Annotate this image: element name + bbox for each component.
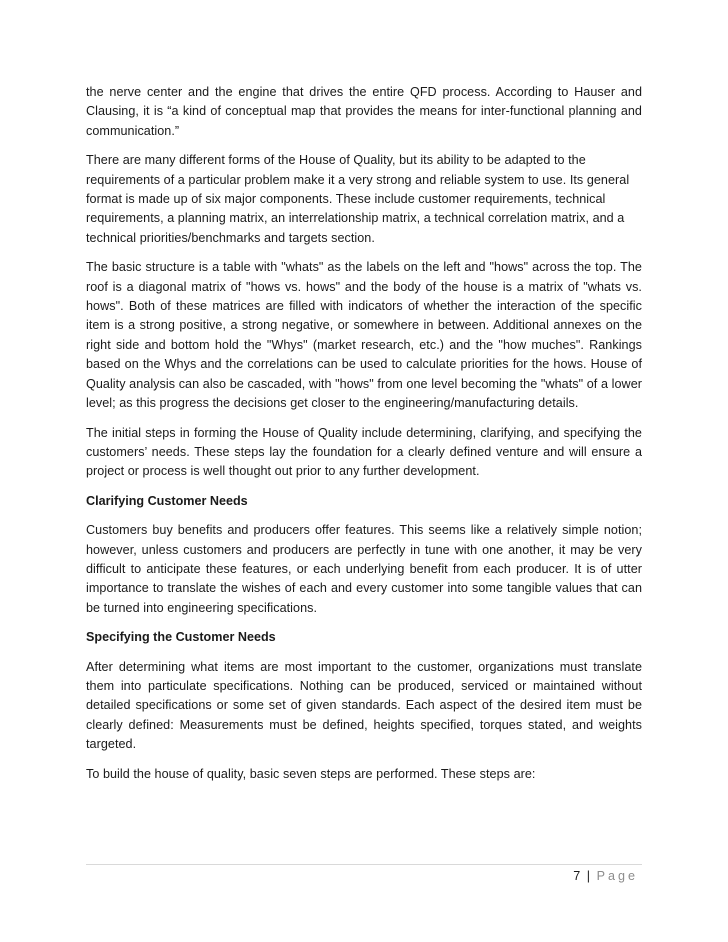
page-label: Page bbox=[596, 869, 638, 883]
page-number: 7 bbox=[573, 869, 581, 883]
paragraph-basic-structure: The basic structure is a table with "whats" as the labels on the left and "hows" across the top. The roof is a diagonal matrix of "hows vs. hows" and the body of the house is a matrix of "whats vs. hows". Both of these matrices are filled with indicators of whether the interaction of the specific item is a strong positive, a strong negative, or somewhere in between. Additional annexes on the right side and bottom hold the "Whys" (market research, etc.) and the "how muches". Rankings based on the Whys and the correlations can be used to calculate priorities for the hows. House of Quality analysis can also be cascaded, with "hows" from one level becoming the "whats" of a lower level; as this progress the decisions get closer to the engineering/manufacturing details. bbox=[86, 260, 642, 411]
paragraph-clarifying-customer-needs: Customers buy benefits and producers offer features. This seems like a relatively simple notion; however, unless customers and producers are perfectly in tune with one another, it may be very difficult to anticipate these features, or each underlying benefit from each producer. It is of utter importance to translate the wishes of each and every customer into some tangible values that can be turned into engineering specifications. bbox=[86, 523, 642, 615]
heading-specifying-customer-needs: Specifying the Customer Needs bbox=[86, 630, 276, 645]
footer-separator: | bbox=[586, 869, 591, 883]
paragraph-seven-steps: To build the house of quality, basic seven steps are performed. These steps are: bbox=[86, 766, 536, 781]
page-footer bbox=[573, 868, 638, 884]
paragraph-qfd-nerve-center: the nerve center and the engine that drives the entire QFD process. According to Hauser and Clausing, it is “a kind of conceptual map that provides the means for inter-functional planning and communication.” bbox=[86, 85, 642, 138]
paragraph-initial-steps: The initial steps in forming the House of Quality include determining, clarifying, and specifying the customers’ needs. These steps lay the foundation for a clearly defined venture and will ensure a project or process is well thought out prior to any further development. bbox=[86, 425, 642, 479]
page-body bbox=[86, 83, 642, 794]
paragraph-specifying-customer-needs: After determining what items are most important to the customer, organizations must translate them into particulate specifications. Nothing can be produced, serviced or maintained without detailed specifications or some set of given standards. Each aspect of the desired item must be clearly defined: Measurements must be defined, heights specified, torques stated, and weights targeted. bbox=[86, 659, 642, 752]
heading-clarifying-customer-needs: Clarifying Customer Needs bbox=[86, 493, 248, 508]
footer-divider bbox=[86, 864, 642, 865]
paragraph-forms-of-hoq: There are many different forms of the House of Quality, but its ability to be adapted to the requirements of a particular problem make it a very strong and reliable system to use. Its general format is made up of six major components. These include customer requirements, technical requirements, a planning matrix, an interrelationship matrix, a technical correlation matrix, and a technical priorities/benchmarks and targets section. bbox=[86, 153, 630, 245]
